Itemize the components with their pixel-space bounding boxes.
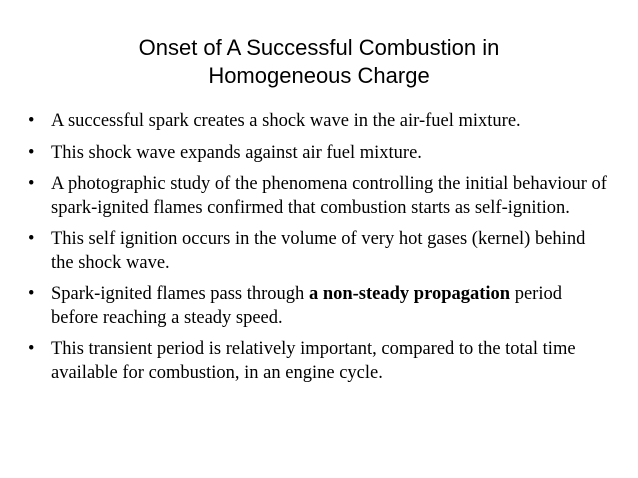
bullet-text-before: Spark-ignited flames pass through xyxy=(51,284,309,304)
slide-title-line-2: Homogeneous Charge xyxy=(208,63,430,88)
bullet-item xyxy=(28,338,608,385)
bullet-icon: • xyxy=(28,339,35,359)
bullet-text: A successful spark creates a shock wave in the air-fuel mixture. xyxy=(51,111,521,131)
bullet-list xyxy=(28,110,608,393)
bullet-icon: • xyxy=(28,142,35,163)
bullet-text-after: period before reaching a steady speed. xyxy=(51,284,562,328)
bullet-item xyxy=(28,228,608,275)
slide-title-line-1: Onset of A Successful Combustion in xyxy=(138,35,500,60)
bullet-text: This transient period is relatively important, compared to the total time available for combustion, in an engine cycle. xyxy=(51,339,576,383)
bullet-text: A photographic study of the phenomena controlling the initial behaviour of spark-ignited flames confirmed that combustion starts as self-ignition. xyxy=(51,174,607,218)
bullet-item xyxy=(28,142,608,166)
bullet-item xyxy=(28,110,608,134)
bullet-text-bold: a non-steady propagation xyxy=(308,284,511,304)
bullet-icon: • xyxy=(28,111,35,131)
bullet-icon: • xyxy=(28,284,35,304)
bullet-icon: • xyxy=(28,174,35,194)
bullet-item xyxy=(28,173,608,220)
bullet-item xyxy=(28,283,608,330)
slide-title xyxy=(0,34,638,90)
bullet-icon: • xyxy=(28,229,35,249)
bullet-text: This shock wave expands against air fuel mixture. xyxy=(51,142,422,163)
bullet-text: This self ignition occurs in the volume of very hot gases (kernel) behind the shock wave. xyxy=(51,229,586,273)
